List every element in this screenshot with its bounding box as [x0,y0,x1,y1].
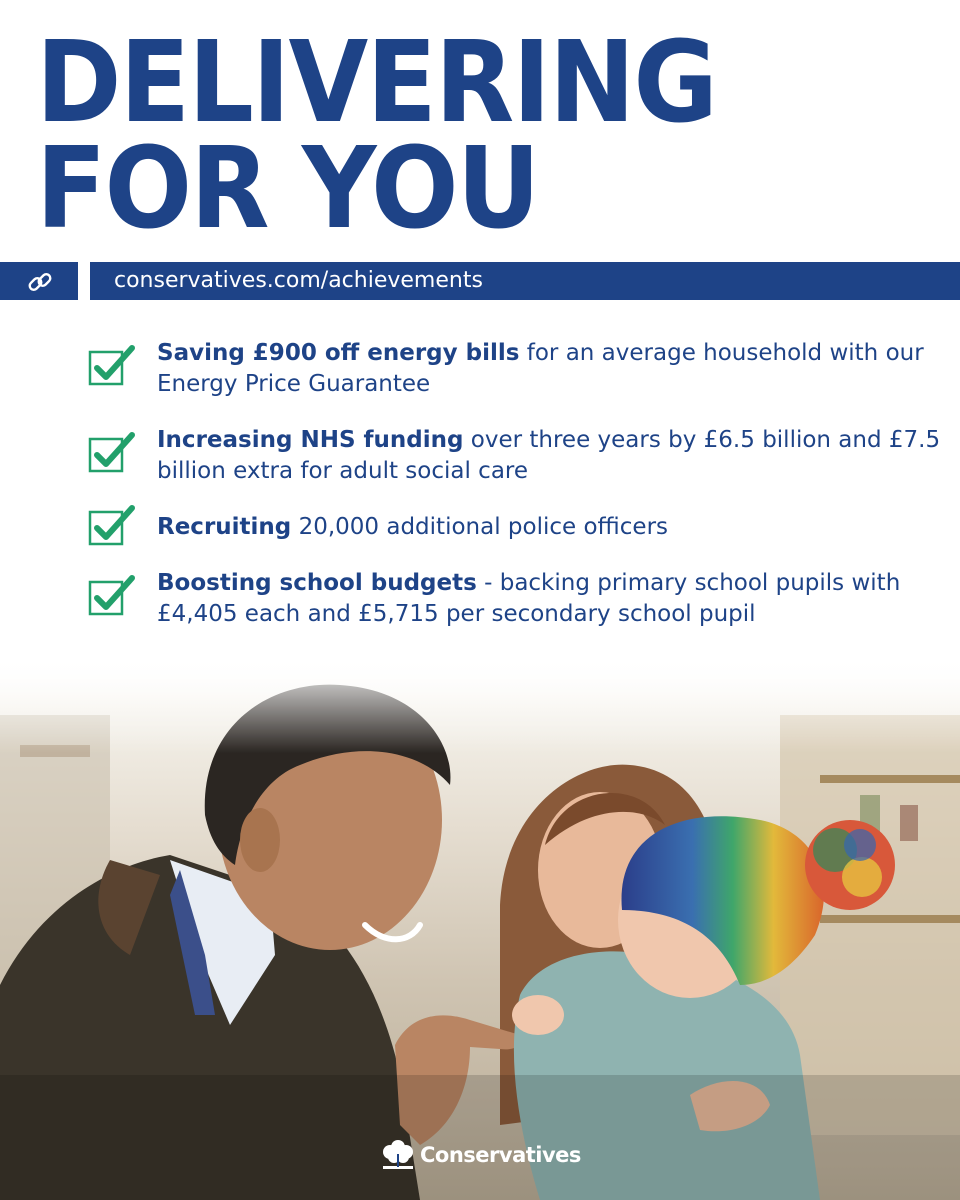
achievement-headline: Increasing NHS funding [157,427,464,453]
brand-logo [380,1140,590,1174]
achievement-item [88,338,948,400]
brand-name: Conservatives [420,1143,581,1167]
achievement-detail: - backing primary school pupils with £4,405 each and £5,715 per secondary school pupil [157,570,901,627]
achievement-headline: Recruiting [157,514,292,540]
url-link[interactable]: conservatives.com/achievements [114,268,483,293]
achievement-item [88,425,948,487]
headline [36,18,864,254]
achievement-detail: 20,000 additional police officers [291,514,669,540]
achievements-list [88,338,948,630]
achievement-detail: over three years by £6.5 billion and £7.5 billion extra for adult social care [157,427,941,484]
photo-illustration [0,655,960,1200]
achievement-headline: Boosting school budgets [157,570,477,596]
checkbox-check-icon [88,431,136,479]
headline-line-2: FOR YOU [36,124,539,254]
achievement-item [88,512,948,543]
headline-line-1: DELIVERING [36,18,717,148]
achievement-headline: Saving £900 off energy bills [157,340,520,366]
link-bar[interactable] [0,262,960,300]
checkbox-check-icon [88,344,136,392]
achievement-detail: for an average household with our Energy Price Guarantee [157,340,924,397]
checkbox-check-icon [88,504,136,552]
oak-tree-icon [380,1140,416,1172]
link-icon [26,268,54,296]
checkbox-check-icon [88,574,136,622]
campaign-photo [0,655,960,1200]
achievement-item [88,568,948,630]
url-bar[interactable] [90,262,960,300]
link-icon-box [0,262,78,300]
